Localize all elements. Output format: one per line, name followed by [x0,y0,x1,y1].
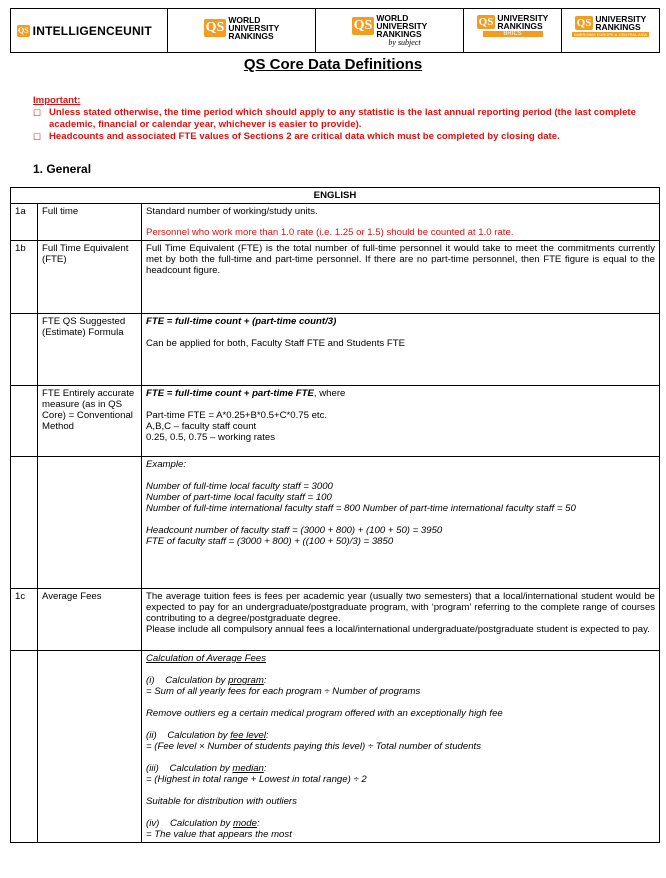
row-number [11,314,38,386]
calc-key: program [228,675,264,686]
qs-logo-icon: QS [205,19,225,35]
definition-line: Part-time FTE = A*0.25+B*0.5+C*0.75 etc. [146,410,328,421]
wur-line1: WORLD [228,14,261,25]
calc-post: : [256,818,260,829]
row-label [38,457,142,589]
table-row [11,314,660,386]
wur-logo [168,9,316,52]
calc-num: (iv) [146,818,160,829]
definition-text: Can be applied for both, Faculty Staff FTE and Students FTE [146,338,405,349]
by-subject-text: by subject [388,38,421,47]
definition-text: The average tuition fees is fees per academic year (usually two semesters) that a local/international student would be expected to pay for an undergraduate/postgraduate program, with ‘program’ referring to the complete range of courses contributing to a degree/postgraduate degree. [146,591,655,624]
calc-note: Suitable for distribution with outliers [146,796,297,807]
wur-line1: WORLD [376,13,409,23]
qs-logo-icon: QS [18,25,29,35]
calc-title: Calculation of Average Fees [146,653,266,664]
table-row [11,457,660,589]
row-label: Average Fees [38,589,142,651]
qs-logo-icon: QS [576,16,592,29]
definition-red-note: Personnel who work more than 1.0 rate (i.e. 1.25 or 1.5) should be counted at 1.0 rate. [146,227,514,238]
calc-post: : [263,675,267,686]
ur-line1: UNIVERSITY [497,13,549,23]
calc-num: (ii) [146,730,157,741]
example-line: Number of full-time international faculty staff = 800 Number of part-time international faculty staff = 50 [146,503,576,514]
example-line: Number of full-time local faculty staff = 3000 [146,481,333,492]
calc-formula: = The value that appears the most [146,829,292,840]
row-number [11,651,38,843]
calc-num: (i) [146,675,155,686]
formula-text: FTE = full-time count + (part-time count/3) [146,316,337,327]
formula-where: , where [313,388,346,399]
row-definition [142,651,660,843]
table-row [11,651,660,843]
row-label: Full Time Equivalent (FTE) [38,241,142,314]
calc-note: Remove outliers eg a certain medical program offered with an exceptionally high fee [146,708,503,719]
row-definition: Full Time Equivalent (FTE) is the total number of full-time personnel it would take to meet the commitments currently met by both the full-time and part-time personnel. If there are no part-time personnel, then FTE figure is equal to the headcount figure. [142,241,660,314]
brics-tag: BRICS [483,31,543,37]
table-row [11,241,660,314]
table-header-row [11,188,660,204]
definitions-table [10,187,660,843]
row-number: 1a [11,204,38,241]
checkbox-icon: ☐ [33,132,42,142]
calc-pre: Calculation by [170,818,233,829]
calc-post: : [266,730,269,741]
definition-line: A,B,C – faculty staff count [146,421,257,432]
eeca-tag: EMERGING EUROPE & CENTRAL ASIA [573,31,648,37]
important-bullet [33,107,653,131]
ur-line2: RANKINGS [595,21,641,32]
calc-pre: Calculation by [165,675,229,686]
important-bullet-text: Headcounts and associated FTE values of Sections 2 are critical data which must be completed by closing date. [49,131,560,142]
example-line: Number of part-time local faculty staff = 100 [146,492,332,503]
wur-by-subject-logo [316,9,464,52]
formula-text: FTE = full-time count + part-time FTE [146,388,314,399]
intelligence-unit-logo [11,9,168,52]
calc-formula: = (Fee level × Number of students paying this level) ÷ Total number of students [146,741,482,752]
ur-brics-logo [464,9,562,52]
logo-header [10,8,660,53]
row-number: 1c [11,589,38,651]
ur-line2: RANKINGS [497,21,543,31]
row-definition [142,457,660,589]
row-label: FTE Entirely accurate measure (as in QS Core) = Conventional Method [38,386,142,457]
row-label: FTE QS Suggested (Estimate) Formula [38,314,142,386]
important-heading: Important: [33,95,81,106]
row-definition [142,204,660,241]
calc-key: mode [232,818,257,829]
table-header: ENGLISH [11,188,660,204]
ur-line1: UNIVERSITY [595,13,647,24]
qs-logo-icon: QS [353,18,373,33]
row-label: Full time [38,204,142,241]
ur-eeca-logo [562,9,659,52]
row-number: 1b [11,241,38,314]
row-definition [142,314,660,386]
calc-num: (iii) [146,763,159,774]
definition-line: 0.25, 0.5, 0.75 – working rates [146,432,276,443]
example-line: Headcount number of faculty staff = (3000 + 800) + (100 + 50) = 3950 [146,525,443,536]
table-row [11,204,660,241]
page-title: QS Core Data Definitions [243,56,423,73]
calc-pre: Calculation by [167,730,231,741]
row-definition [142,386,660,457]
intelligence-unit-text: INTELLIGENCEUNIT [32,23,152,38]
table-row [11,589,660,651]
calc-formula: = Sum of all yearly fees for each program ÷ Number of programs [146,686,421,697]
definition-text: Please include all compulsory annual fees a local/international undergraduate/postgraduate student is expected to pay. [146,624,650,635]
qs-logo-icon: QS [478,16,494,28]
wur-line3: RANKINGS [376,29,422,39]
calc-pre: Calculation by [169,763,233,774]
calc-formula: = (Highest in total range + Lowest in total range) ÷ 2 [146,774,367,785]
wur-line2: UNIVERSITY [228,22,280,33]
definition-text: Standard number of working/study units. [146,206,318,217]
example-line: FTE of faculty staff = (3000 + 800) + ((100 + 50)/3) = 3850 [146,536,394,547]
important-notice [33,95,653,143]
row-number [11,386,38,457]
calc-post: : [263,763,267,774]
section-title: 1. General [33,162,92,176]
calc-key: fee level [230,730,266,741]
calc-key: median [232,763,264,774]
important-bullet [33,131,653,143]
table-row [11,386,660,457]
row-definition [142,589,660,651]
example-title: Example: [146,459,186,470]
row-number [11,457,38,589]
wur-line3: RANKINGS [228,30,274,41]
row-label [38,651,142,843]
important-bullet-text: Unless stated otherwise, the time period which should apply to any statistic is the last annual reporting period (the last complete academic, financial or calendar year, whichever is easier to provide). [49,107,636,130]
checkbox-icon: ☐ [33,108,42,118]
wur-line2: UNIVERSITY [376,21,428,31]
